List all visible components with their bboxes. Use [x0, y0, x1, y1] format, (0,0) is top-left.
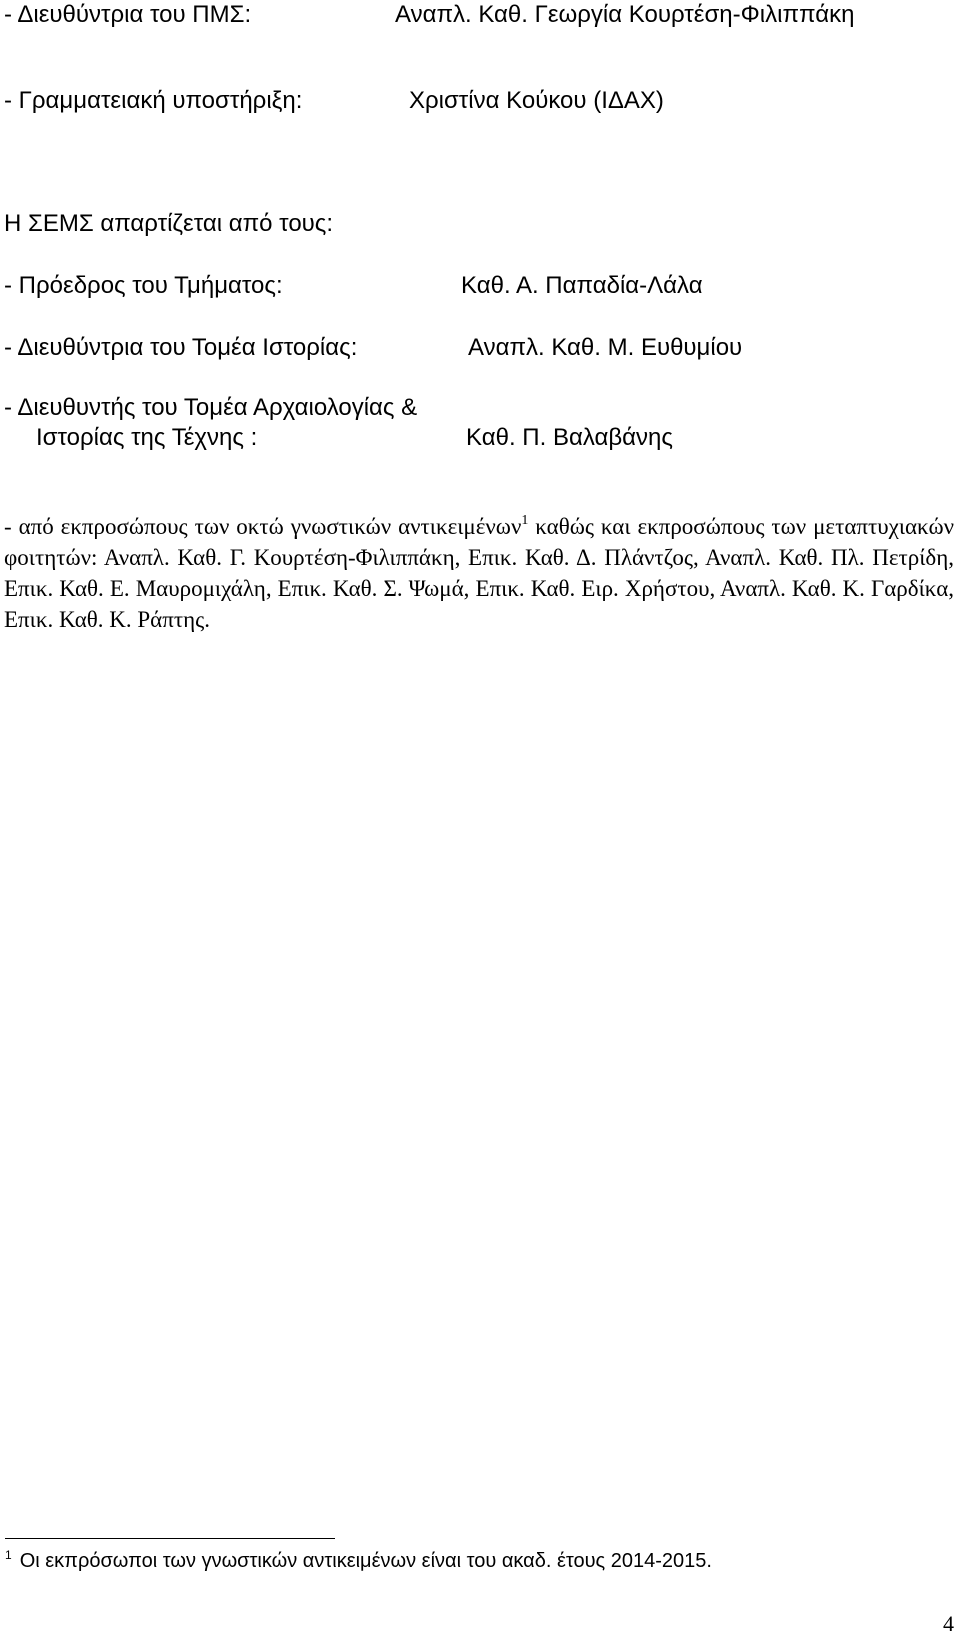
- page-number: 4: [943, 1611, 954, 1636]
- history-sector-director-label: - Διευθύντρια του Τομέα Ιστορίας:: [4, 334, 358, 361]
- footnote: [5, 1548, 712, 1574]
- footnote-text: Οι εκπρόσωποι των γνωστικών αντικειμένων είναι του ακαδ. έτους 2014-2015.: [19, 1550, 712, 1572]
- history-sector-director-name: Αναπλ. Καθ. Μ. Ευθυμίου: [468, 334, 743, 361]
- footnote-reference[interactable]: 1: [521, 513, 529, 528]
- department-chair-name: Καθ. Α. Παπαδία-Λάλα: [461, 272, 703, 299]
- committee-intro: Η ΣΕΜΣ απαρτίζεται από τους:: [4, 210, 334, 237]
- footnote-mark: 1: [5, 1548, 12, 1562]
- secretarial-support-name: Χριστίνα Κούκου (ΙΔΑΧ): [409, 87, 664, 114]
- archaeology-sector-director-name: Καθ. Π. Βαλαβάνης: [466, 424, 673, 451]
- archaeology-sector-director-label-cont: Ιστορίας της Τέχνης :: [36, 424, 258, 451]
- secretarial-support-label: - Γραμματειακή υποστήριξη:: [4, 87, 303, 114]
- representatives-text-start: - από εκπροσώπους των οκτώ γνωστικών αντικειμένων: [4, 514, 522, 539]
- representatives-paragraph: [4, 511, 954, 635]
- department-chair-label: - Πρόεδρος του Τμήματος:: [4, 272, 283, 299]
- archaeology-sector-director-label: - Διευθυντής του Τομέα Αρχαιολογίας &: [4, 394, 418, 421]
- program-director-name: Αναπλ. Καθ. Γεωργία Κουρτέση-Φιλιππάκη: [395, 1, 855, 28]
- program-director-label: - Διευθύντρια του ΠΜΣ:: [4, 1, 252, 28]
- representatives-text-end: καθώς και εκπροσώπους των μεταπτυχιακών φοιτητών: Αναπλ. Καθ. Γ. Κουρτέση-Φιλιππάκη, Επικ. Καθ. Δ. Πλάντζος, Αναπλ. Καθ. Πλ. Πετρίδη, Επικ. Καθ. Ε. Μαυρομιχάλη, Επικ. Καθ. Σ. Ψωμά, Επικ. Καθ. Ειρ. Χρήστου, Αναπλ. Καθ. Κ. Γαρδίκα, Επικ. Καθ. Κ. Ράπτης.: [4, 514, 954, 632]
- footnote-separator: [5, 1538, 335, 1539]
